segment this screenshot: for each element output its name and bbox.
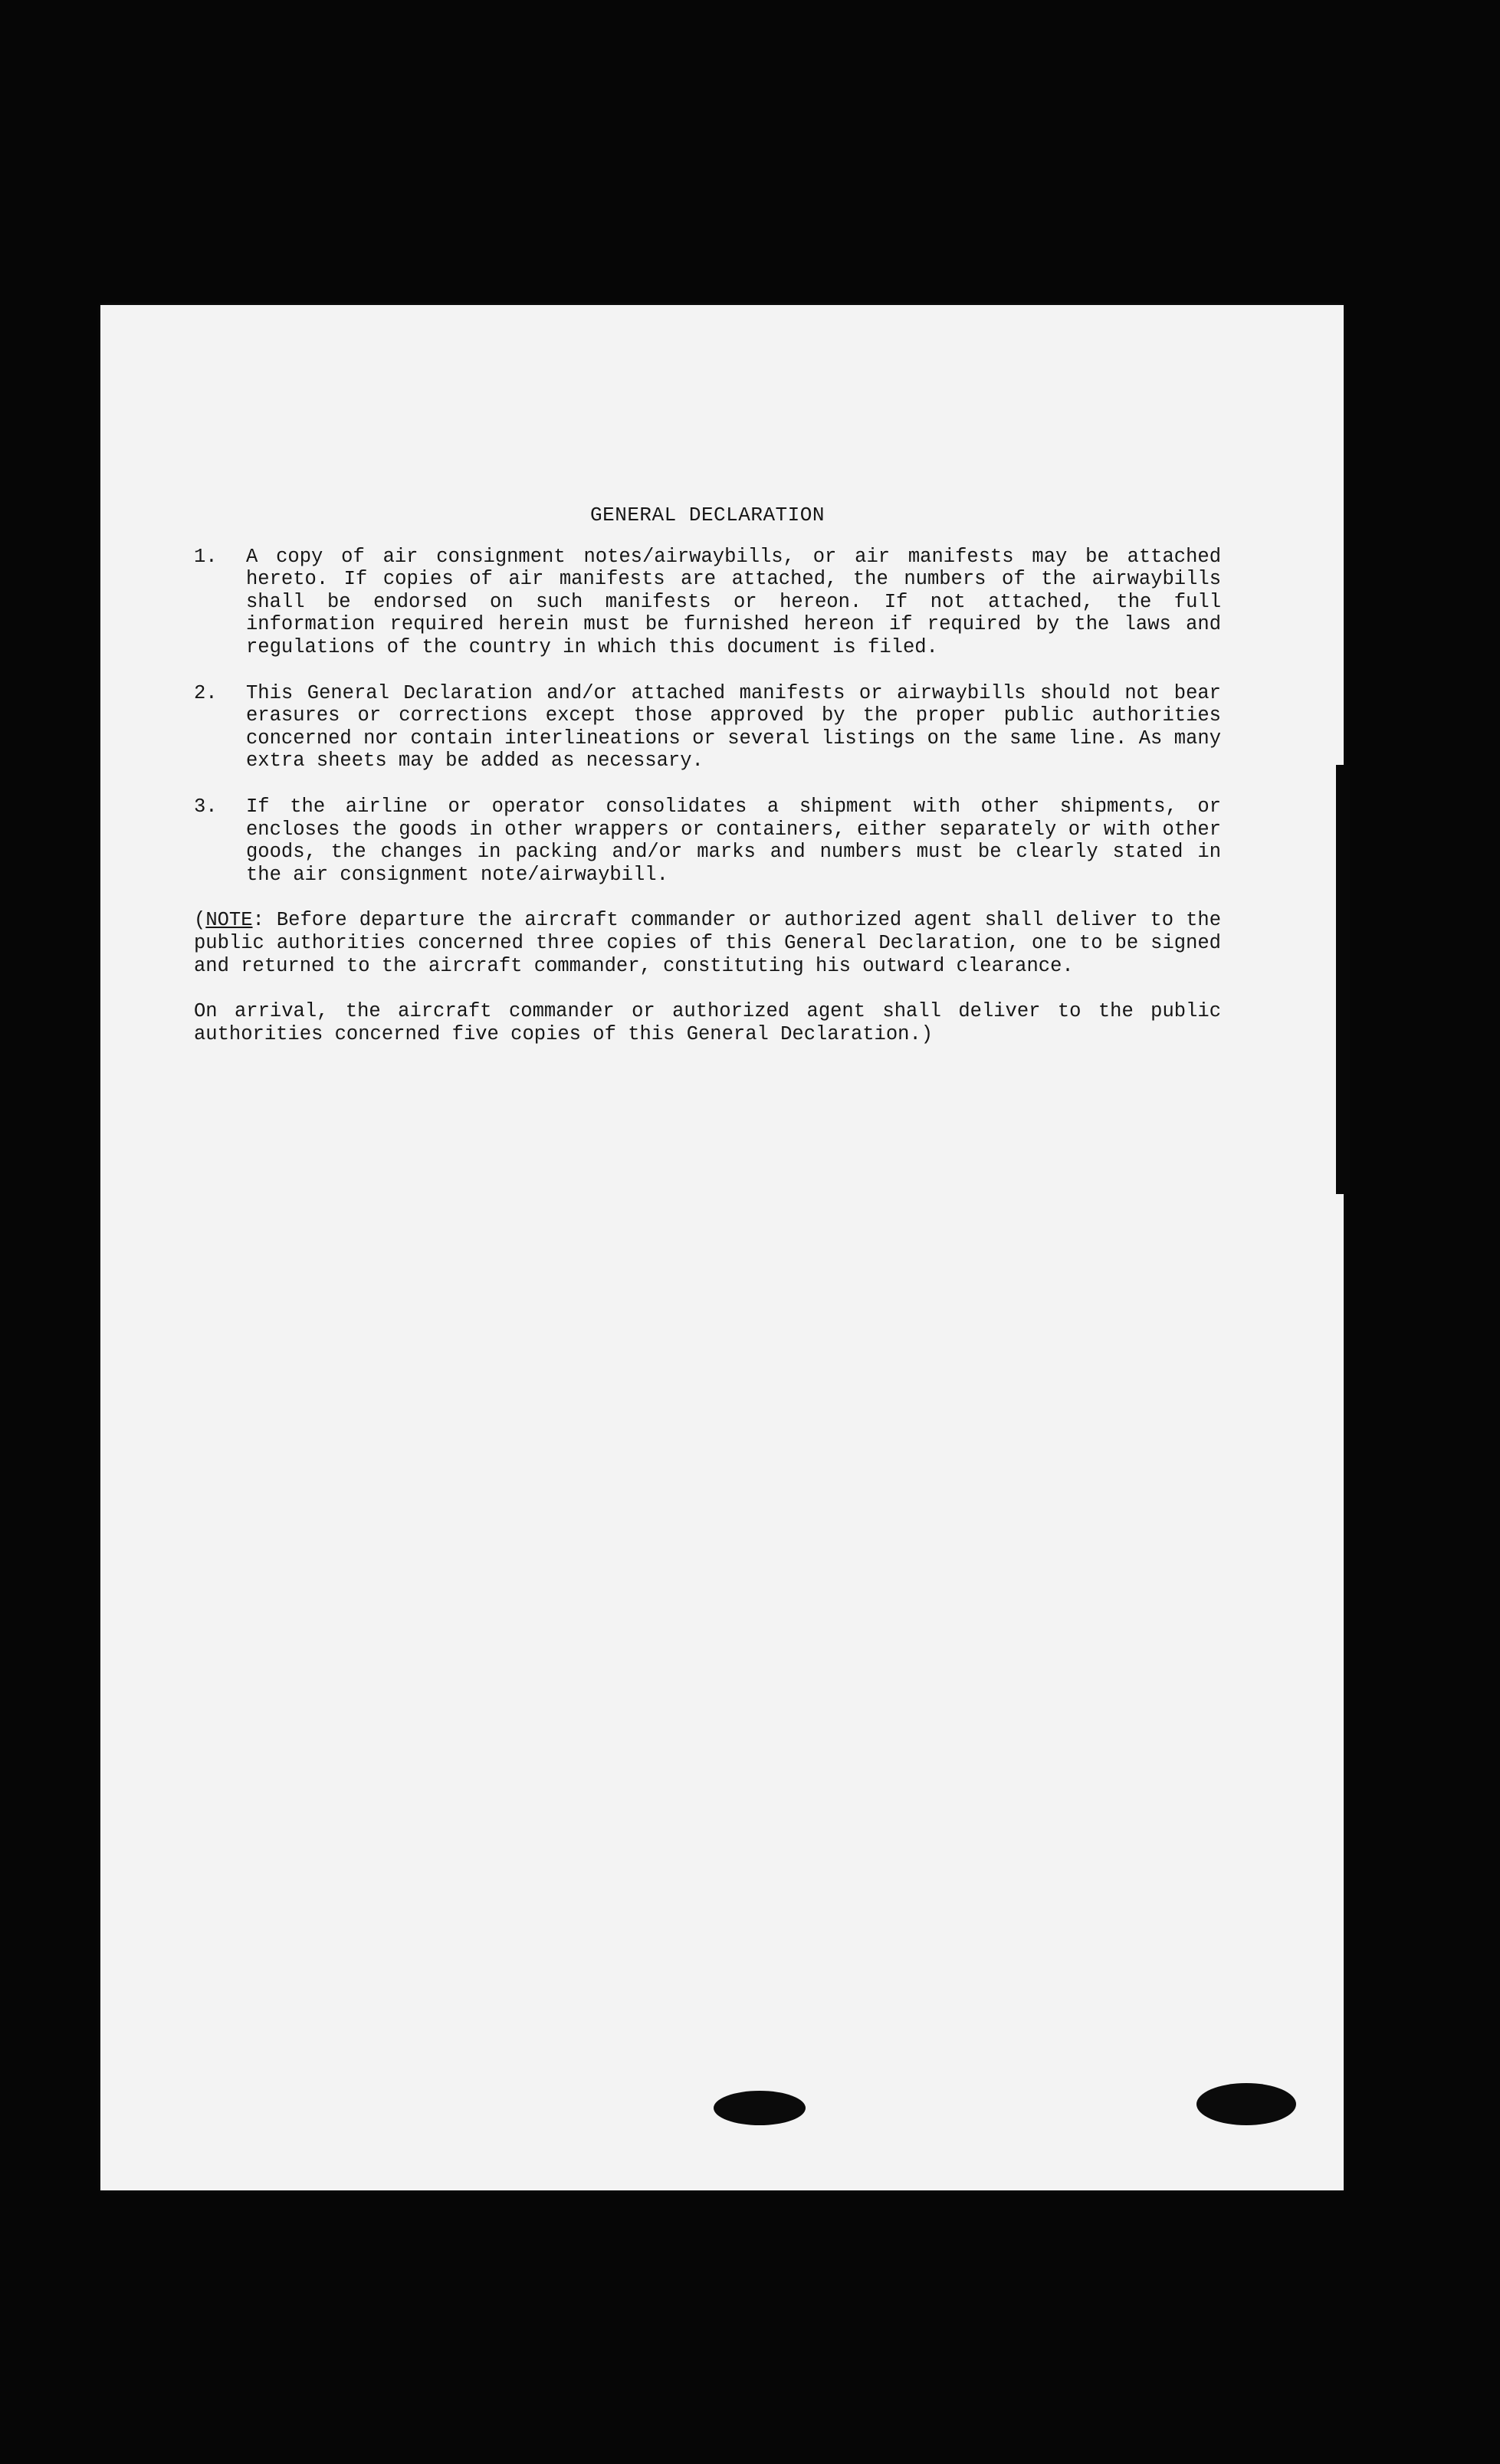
- list-item: [194, 546, 1221, 659]
- note-label: NOTE: [205, 909, 253, 932]
- document-content: [194, 504, 1221, 1045]
- item-number: 1.: [194, 545, 218, 568]
- note-open-paren: (: [194, 909, 206, 932]
- item-text: This General Declaration and/or attached manifests or airwaybills should not bear erasures or corrections except those approved by the proper public authorities concerned nor contain interlineations or several listings on the same line. As many extra sheets may be added as necessary.: [246, 681, 1221, 773]
- note-text: : Before departure the aircraft commander or authorized agent shall deliver to the public authorities concerned three copies of this General Declaration, one to be signed and returned to the aircraft commander, constituting his outward clearance.: [194, 909, 1221, 977]
- scan-smudge: [714, 2091, 806, 2125]
- note-paragraph: [194, 909, 1221, 977]
- arrival-paragraph: On arrival, the aircraft commander or authorized agent shall deliver to the public authorities concerned five copies of this General Declaration.): [194, 1000, 1221, 1045]
- item-text: If the airline or operator consolidates a shipment with other shipments, or encloses the goods in other wrappers or containers, either separately or with other goods, the changes in packing and/or marks and numbers must be clearly stated in the air consignment note/airwaybill.: [246, 795, 1221, 886]
- document-title: GENERAL DECLARATION: [590, 504, 825, 527]
- item-number: 3.: [194, 795, 218, 818]
- document-page: [100, 305, 1344, 2190]
- page-edge-shadow: [1336, 765, 1350, 1194]
- list-item: [194, 682, 1221, 773]
- item-text: A copy of air consignment notes/airwaybills, or air manifests may be attached hereto. If copies of air manifests are attached, the numbers of the airwaybills shall be endorsed on such manifests or hereon. If not attached, the full information required herein must be furnished hereon if required by the laws and regulations of the country in which this document is filed.: [246, 545, 1221, 658]
- item-number: 2.: [194, 681, 218, 704]
- scan-smudge: [1196, 2083, 1296, 2125]
- list-item: [194, 796, 1221, 886]
